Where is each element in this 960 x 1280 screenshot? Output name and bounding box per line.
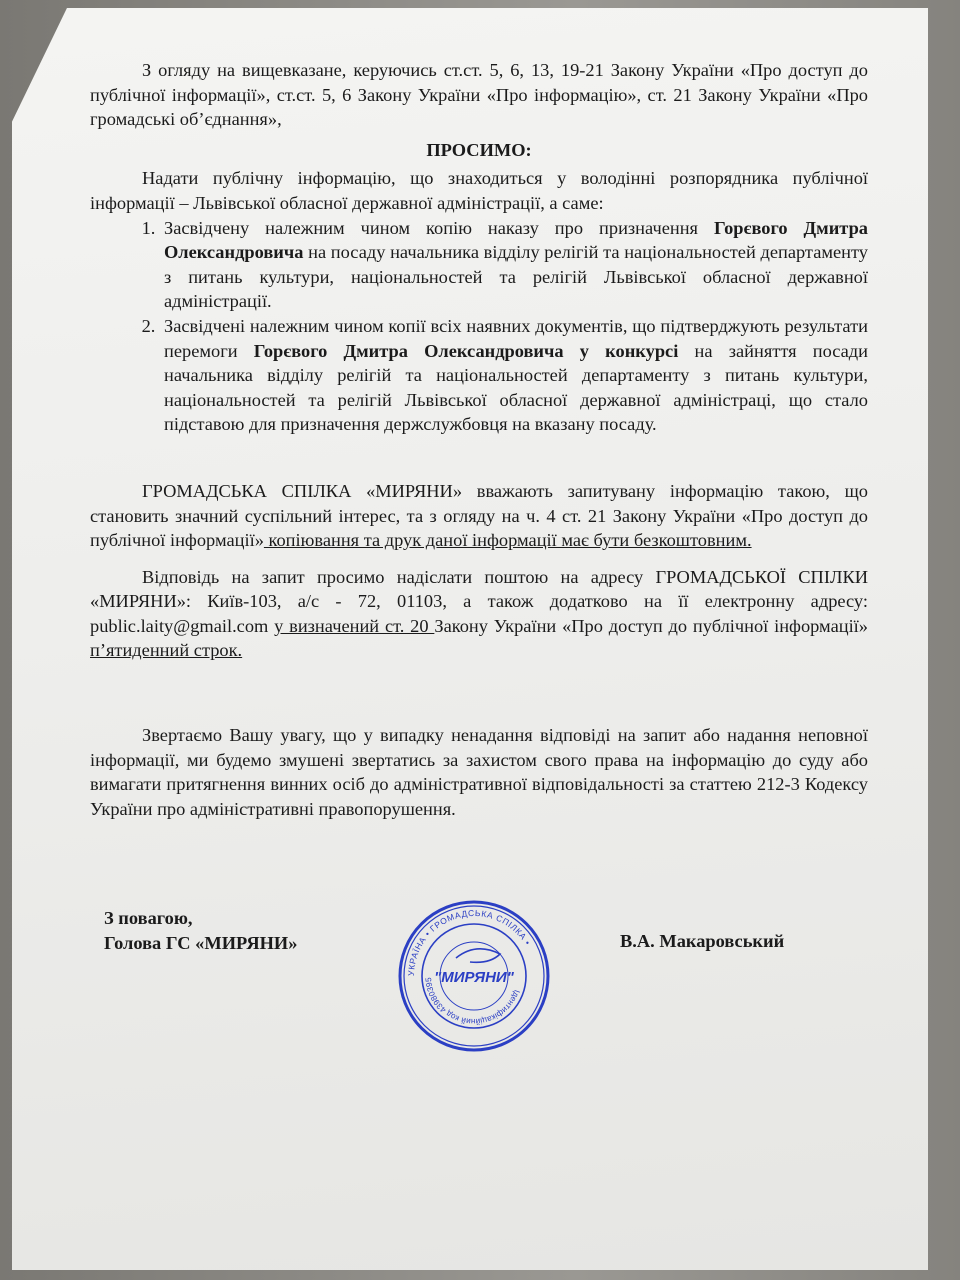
stamp-center-text: "МИРЯНИ" — [434, 969, 514, 986]
request-paragraph: Надати публічну інформацію, що знаходиться у володінні розпорядника публічної інформації – Львівської обласної державної адміністрації, а саме: — [90, 168, 868, 213]
organization-stamp — [396, 898, 552, 1054]
stamp-code-text: Ідентифікаційний код 43980395 — [423, 977, 522, 1027]
person-name-contest: Горєвого Дмитра Олександровича у конкурсі — [253, 340, 679, 361]
stamp-outer-text: УКРАЇНА • ГРОМАДСЬКА СПІЛКА • — [405, 907, 533, 977]
reply-paragraph: Відповідь на запит просимо надіслати поштою на адресу ГРОМАДСЬКОЇ СПІЛКИ «МИРЯНИ»: Київ-103, а/с - 72, 01103, а також додатково на її електронну адресу: public.laity@gmail.com у визначений ст. 20 Закону України «Про доступ до публічної інформації» п’ятиденний строк. — [90, 566, 868, 661]
document-body — [90, 58, 868, 821]
request-item-2: 2. Засвідчені належним чином копії всіх наявних документів, що підтверджують результати перемоги Горєвого Дмитра Олександровича у конкурсі на зайняття посади начальника відділу релігій та національностей департаменту з питань культури, національностей та релігій Львівської обласної державної адміністраці, що стало підставою для призначення держслужбовця на вказану посаду. — [160, 314, 868, 437]
intro-paragraph: З огляду на вищевказане, керуючись ст.ст. 5, 6, 13, 19-21 Закону України «Про доступ до публічної інформації», ст.ст. 5, 6 Закону України «Про інформацію», ст. 21 Закону України «Про громадські об’єднання», — [90, 60, 868, 130]
signer-position: Голова ГС «МИРЯНИ» — [104, 932, 298, 953]
request-list — [90, 216, 868, 437]
person-name: Горєвого Дмитра Олександровича — [164, 217, 868, 263]
signature-scribble — [456, 949, 500, 962]
interest-paragraph: ГРОМАДСЬКА СПІЛКА «МИРЯНИ» вважають запитувану інформацію такою, що становить значний суспільний інтерес, та з огляду на ч. 4 ст. 21 Закону України «Про доступ до публічної інформації» копіювання та друк даної інформації має бути безкоштовним. — [90, 480, 868, 551]
closing-text: З повагою, — [104, 908, 193, 928]
request-heading: ПРОСИМО: — [426, 139, 532, 160]
signature-block — [104, 906, 297, 955]
signer-name: В.А. Макаровський — [620, 931, 785, 951]
warning-paragraph: Звертаємо Вашу увагу, що у випадку ненадання відповіді на запит або надання неповної інформації, ми будемо змушені звертатись за захистом свого права на інформацію до суду або вимагати притягнення винних осіб до адміністративної відповідальності за статтею 212-3 Кодексу України про адміністративні правопорушення. — [90, 725, 868, 819]
request-item-1: 1. Засвідчену належним чином копію наказу про призначення Горєвого Дмитра Олександровича на посаду начальника відділу релігій та національностей департаменту з питань культури, національностей та релігій Львівської обласної державної адміністрації. — [160, 216, 868, 314]
